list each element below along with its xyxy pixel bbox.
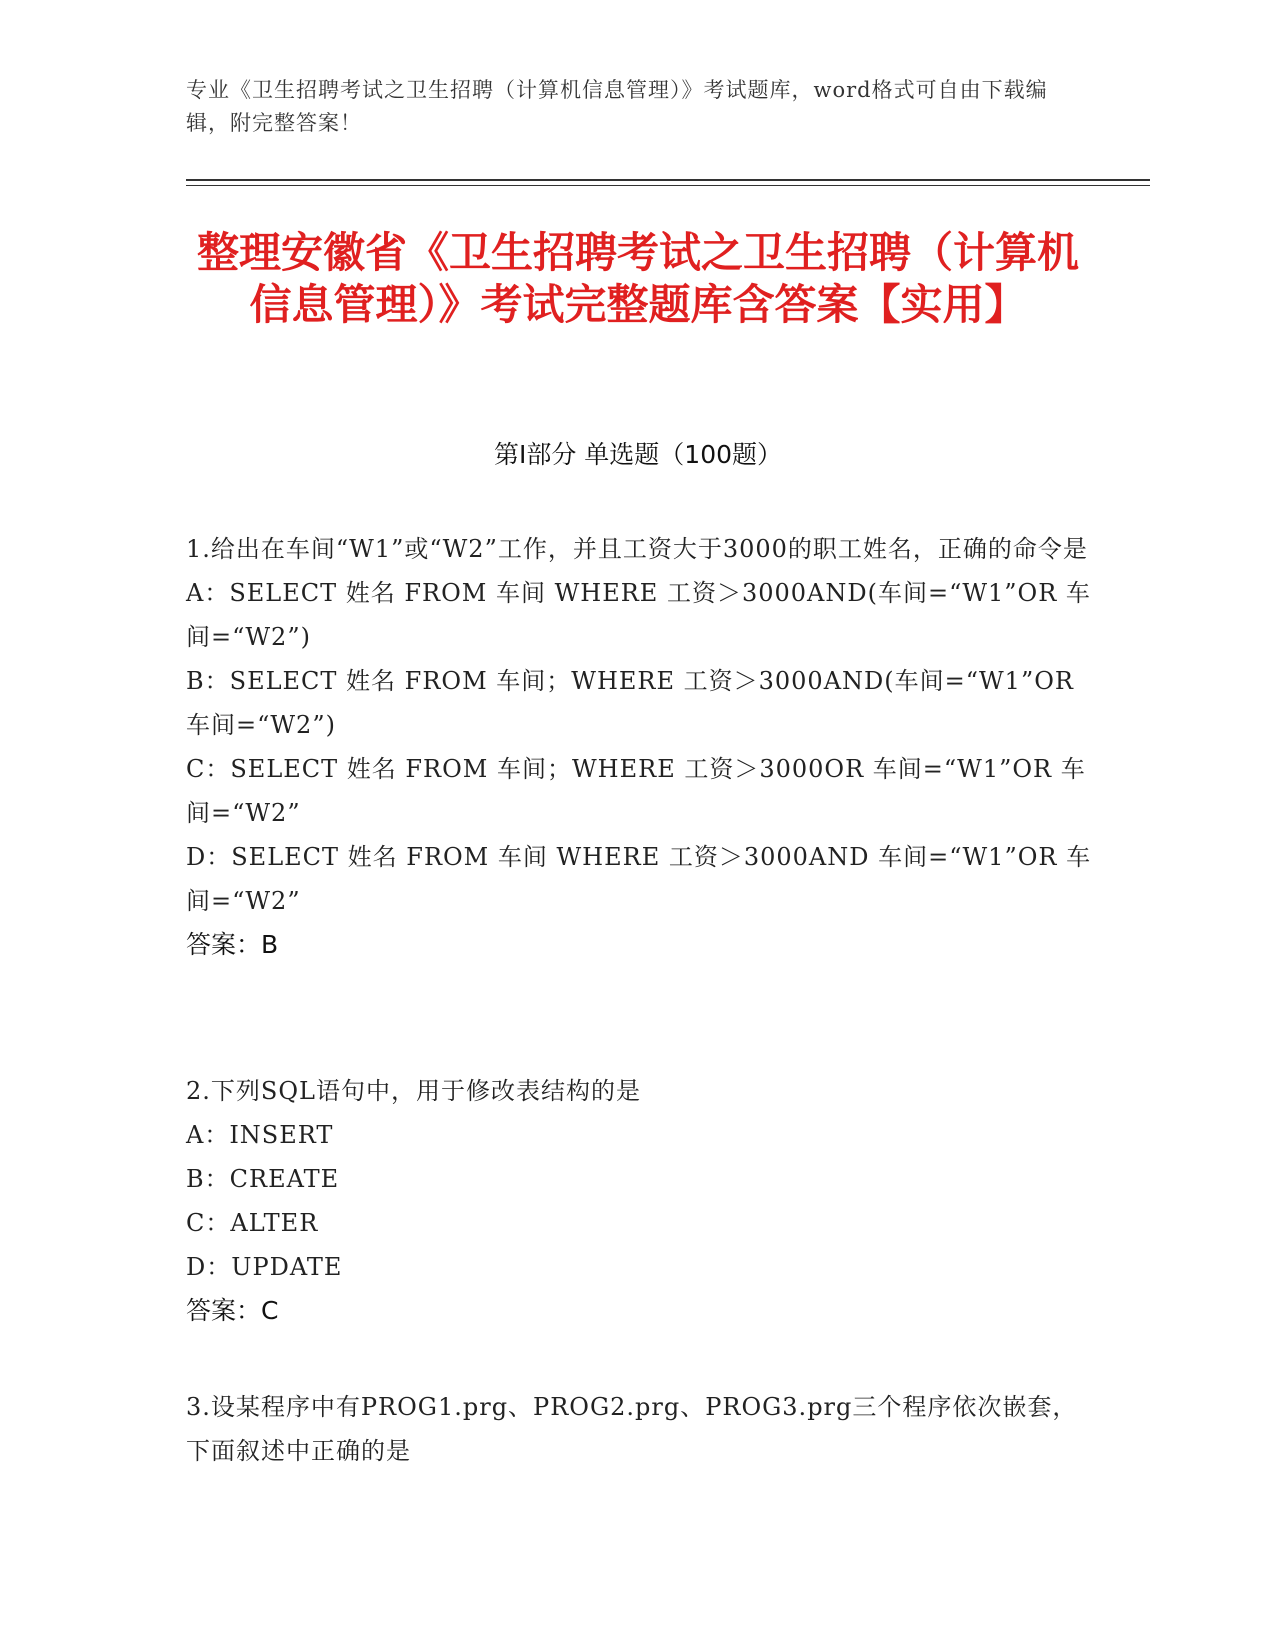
document-title: 整理安徽省《卫生招聘考试之卫生招聘（计算机信息管理）》考试完整题库含答案【实用】 <box>196 228 1079 329</box>
question-block <box>186 1385 1096 1473</box>
option-c: C：SELECT 姓名 FROM 车间；WHERE 工资＞3000OR 车间=“W1”OR 车间=“W2” <box>186 755 1086 827</box>
question-stem: 3.设某程序中有PROG1.prg、PROG2.prg、PROG3.prg三个程序依次嵌套，下面叙述中正确的是 <box>186 1393 1078 1465</box>
option-b: B：CREATE <box>186 1165 340 1193</box>
header-divider-thin <box>186 185 1150 186</box>
option-a: A：INSERT <box>186 1121 334 1149</box>
question-block <box>186 527 1096 967</box>
question-stem: 1.给出在车间“W1”或“W2”工作，并且工资大于3000的职工姓名，正确的命令是 <box>186 535 1088 563</box>
option-d: D：UPDATE <box>186 1253 343 1281</box>
question-stem: 2.下列SQL语句中，用于修改表结构的是 <box>186 1077 641 1105</box>
option-a: A：SELECT 姓名 FROM 车间 WHERE 工资＞3000AND(车间=“W1”OR 车间=“W2”) <box>186 579 1091 651</box>
section-title: 第Ⅰ部分 单选题（100题） <box>493 440 783 469</box>
option-b: B：SELECT 姓名 FROM 车间；WHERE 工资＞3000AND(车间=“W1”OR 车间=“W2”) <box>186 667 1074 739</box>
header-divider-thick <box>186 179 1150 181</box>
option-d: D：SELECT 姓名 FROM 车间 WHERE 工资＞3000AND 车间=“W1”OR 车间=“W2” <box>186 843 1092 915</box>
answer-line: 答案：B <box>186 930 279 959</box>
question-block <box>186 1069 1096 1333</box>
option-c: C：ALTER <box>186 1209 319 1237</box>
header-note: 专业《卫生招聘考试之卫生招聘（计算机信息管理）》考试题库，word格式可自由下载编辑，附完整答案！ <box>186 78 1048 135</box>
answer-line: 答案：C <box>186 1296 279 1325</box>
